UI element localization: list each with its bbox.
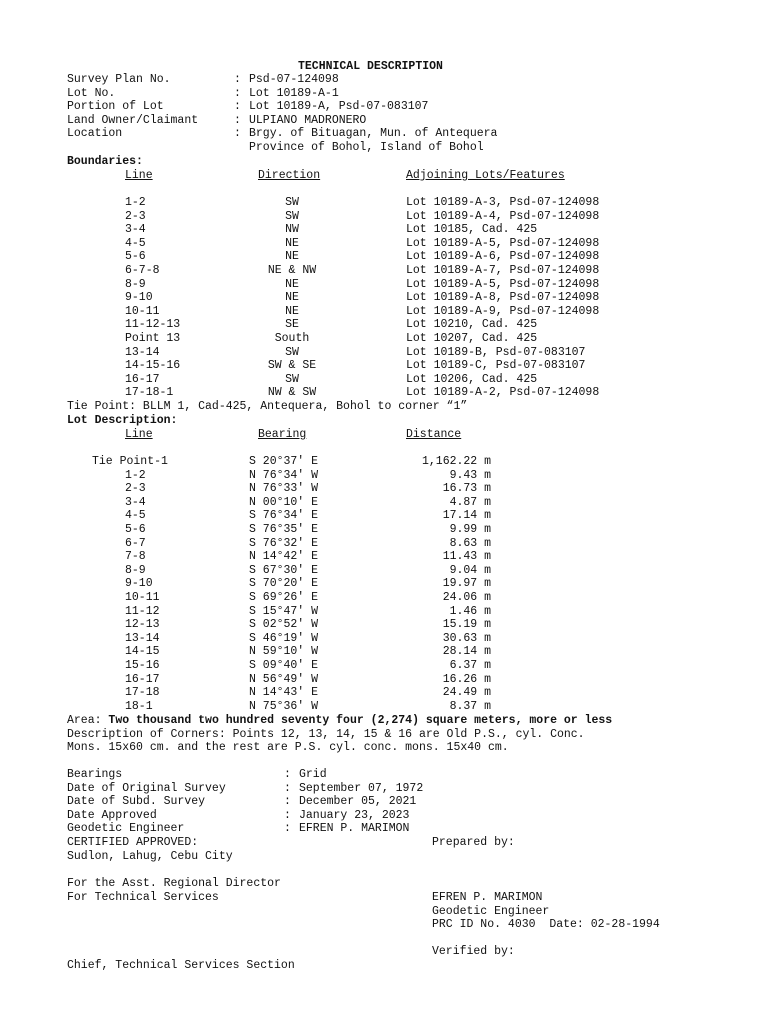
lot-row-line: 4-5	[125, 509, 146, 523]
survey-field-colon: :	[284, 822, 291, 836]
lot-row-bearing: S 69°26' E	[249, 591, 319, 604]
area-value: Two thousand two hundred seventy four (2,274) square meters, more or less	[108, 714, 613, 727]
boundary-adjoining: Lot 10189-C, Psd-07-083107	[406, 359, 586, 373]
survey-field-colon: :	[284, 795, 291, 809]
boundary-adjoining: Lot 10189-A-5, Psd-07-124098	[406, 277, 600, 291]
lot-row-bearing: S 70°20' E	[249, 577, 319, 591]
lot-row-line: 3-4	[125, 495, 146, 509]
document-title: TECHNICAL DESCRIPTION	[298, 60, 443, 73]
lot-row-distance: 9.04 m	[449, 563, 491, 577]
engineer-title: Geodetic Engineer	[432, 905, 550, 918]
lot-row-distance: 16.26 m	[442, 672, 491, 686]
lot-row-bearing: S 46°19' W	[249, 631, 319, 645]
lot-row-bearing: N 59°10' W	[249, 645, 319, 659]
lot-row-line: 2-3	[125, 482, 146, 496]
verified-by-label: Verified by:	[432, 945, 515, 958]
boundary-direction: South	[274, 332, 310, 345]
boundaries-col-direction: Direction	[258, 169, 321, 182]
lot-row-distance: 17.14 m	[442, 509, 491, 523]
lot-row-line: 9-10	[125, 577, 153, 591]
header-field-label: Portion of Lot	[67, 100, 164, 114]
lot-row-distance: 6.37 m	[449, 659, 491, 672]
header-field-colon: :	[234, 86, 241, 100]
boundary-line: 4-5	[125, 236, 146, 250]
boundary-adjoining: Lot 10189-A-4, Psd-07-124098	[406, 209, 600, 223]
boundary-line: 11-12-13	[125, 318, 181, 332]
lot-row-bearing: S 67°30' E	[249, 563, 319, 577]
boundary-adjoining: Lot 10189-A-5, Psd-07-124098	[406, 236, 600, 250]
boundary-line: 16-17	[125, 372, 160, 386]
boundary-line: 13-14	[125, 345, 160, 359]
header-field-label: Location	[67, 127, 123, 141]
lot-row-line: 14-15	[125, 645, 160, 659]
certified-approved-label: CERTIFIED APPROVED:	[67, 836, 199, 849]
header-field-colon: :	[234, 73, 241, 86]
lot-row-line: 13-14	[125, 631, 160, 645]
lot-row-line: 1-2	[125, 468, 146, 482]
boundary-adjoining: Lot 10189-A-6, Psd-07-124098	[406, 250, 600, 264]
header-field-label: Lot No.	[67, 86, 116, 100]
boundary-adjoining: Lot 10206, Cad. 425	[406, 372, 538, 386]
office-address: Sudlon, Lahug, Cebu City	[67, 850, 233, 863]
boundary-direction: NE	[285, 236, 299, 250]
lot-col-line: Line	[125, 428, 153, 441]
area-label: Area:	[67, 714, 109, 727]
boundary-line: 17-18-1	[125, 386, 174, 400]
header-field-value: Lot 10189-A-1	[249, 86, 339, 100]
lot-row-distance: 8.37 m	[449, 699, 491, 713]
boundary-line: 8-9	[125, 277, 146, 291]
boundary-line: 6-7-8	[125, 264, 160, 277]
lot-row-bearing: N 75°36' W	[249, 699, 319, 713]
lot-row-line: 18-1	[125, 699, 153, 713]
lot-row-line: Tie Point-1	[92, 455, 168, 468]
lot-row-bearing: S 76°35' E	[249, 523, 319, 536]
lot-row-bearing: N 00°10' E	[249, 495, 319, 509]
boundary-line: Point 13	[125, 332, 181, 345]
lot-row-distance: 1.46 m	[449, 604, 491, 618]
lot-row-line: 11-12	[125, 604, 160, 618]
header-field-value: Lot 10189-A, Psd-07-083107	[249, 100, 429, 114]
lot-row-distance: 11.43 m	[442, 550, 491, 564]
boundary-line: 1-2	[125, 196, 146, 209]
boundary-direction: NE & NW	[267, 264, 317, 277]
lot-row-distance: 8.63 m	[449, 536, 491, 550]
tie-point-text: Tie Point: BLLM 1, Cad-425, Antequera, Bohol to corner “1”	[67, 400, 468, 413]
area-line	[67, 714, 612, 727]
boundary-direction: NE	[285, 291, 299, 305]
corners-description-line-2: Mons. 15x60 cm. and the rest are P.S. cyl. conc. mons. 15x40 cm.	[67, 741, 509, 754]
survey-field-colon: :	[284, 808, 291, 822]
boundary-direction: NW & SW	[267, 386, 317, 400]
boundary-adjoining: Lot 10189-A-8, Psd-07-124098	[406, 291, 600, 305]
boundary-line: 3-4	[125, 223, 146, 237]
lot-row-distance: 4.87 m	[449, 495, 491, 509]
boundaries-col-line: Line	[125, 169, 153, 182]
prc-id-line: PRC ID No. 4030 Date: 02-28-1994	[432, 918, 660, 931]
lot-row-line: 15-16	[125, 659, 160, 672]
lot-row-line: 8-9	[125, 563, 146, 577]
survey-field-value: Grid	[299, 768, 327, 781]
lot-row-distance: 24.49 m	[442, 686, 491, 700]
survey-field-value: January 23, 2023	[299, 808, 410, 822]
engineer-name: EFREN P. MARIMON	[432, 891, 543, 904]
lot-row-line: 7-8	[125, 550, 146, 564]
lot-row-line: 16-17	[125, 672, 160, 686]
boundary-adjoining: Lot 10207, Cad. 425	[406, 332, 538, 345]
asst-director-line-2: For Technical Services	[67, 891, 219, 904]
lot-row-line: 17-18	[125, 686, 160, 700]
prepared-by-label: Prepared by:	[432, 836, 515, 849]
boundary-direction: NE	[285, 250, 299, 264]
boundary-adjoining: Lot 10185, Cad. 425	[406, 223, 538, 237]
corners-description-line-1: Description of Corners: Points 12, 13, 14, 15 & 16 are Old P.S., cyl. Conc.	[67, 728, 585, 741]
survey-field-colon: :	[284, 768, 291, 781]
survey-field-value: December 05, 2021	[299, 795, 417, 809]
boundary-direction: SE	[285, 318, 299, 332]
lot-row-bearing: N 14°42' E	[249, 550, 319, 564]
boundary-direction: NE	[285, 277, 299, 291]
header-field-label: Land Owner/Claimant	[67, 113, 199, 127]
boundary-direction: SW	[285, 372, 299, 386]
boundary-adjoining: Lot 10189-A-2, Psd-07-124098	[406, 386, 600, 400]
lot-row-bearing: S 20°37' E	[249, 455, 319, 468]
lot-row-bearing: S 76°34' E	[249, 509, 319, 523]
lot-row-bearing: S 15°47' W	[249, 604, 319, 618]
lot-col-bearing: Bearing	[258, 428, 307, 441]
lot-row-distance: 1,162.22 m	[421, 455, 491, 468]
boundary-direction: SW & SE	[267, 359, 317, 373]
boundary-adjoining: Lot 10210, Cad. 425	[406, 318, 538, 332]
lot-row-distance: 9.43 m	[449, 468, 491, 482]
boundary-line: 10-11	[125, 304, 160, 318]
lot-row-line: 10-11	[125, 591, 160, 604]
survey-field-label: Geodetic Engineer	[67, 822, 185, 836]
lot-row-distance: 16.73 m	[442, 482, 491, 496]
survey-field-label: Date of Original Survey	[67, 781, 226, 795]
lot-row-bearing: N 14°43' E	[249, 686, 319, 700]
lot-row-line: 12-13	[125, 618, 160, 632]
boundary-direction: NE	[285, 304, 299, 318]
lot-row-bearing: S 02°52' W	[249, 618, 319, 632]
boundary-adjoining: Lot 10189-A-7, Psd-07-124098	[406, 264, 600, 277]
header-field-value: ULPIANO MADRONERO	[249, 113, 367, 127]
header-field-label: Survey Plan No.	[67, 73, 171, 86]
lot-row-distance: 30.63 m	[442, 631, 491, 645]
chief-technical-services: Chief, Technical Services Section	[67, 959, 295, 972]
header-field-colon: :	[234, 100, 241, 114]
lot-col-distance: Distance	[406, 428, 462, 441]
boundary-line: 2-3	[125, 209, 146, 223]
lot-description-heading: Lot Description:	[67, 414, 178, 427]
boundary-line: 14-15-16	[125, 359, 181, 373]
boundary-direction: SW	[285, 196, 299, 209]
boundary-adjoining: Lot 10189-A-3, Psd-07-124098	[406, 196, 600, 209]
boundary-direction: SW	[285, 209, 299, 223]
header-field-colon: :	[234, 113, 241, 127]
asst-director-line-1: For the Asst. Regional Director	[67, 877, 281, 890]
lot-row-distance: 24.06 m	[442, 591, 491, 604]
lot-row-distance: 19.97 m	[442, 577, 491, 591]
lot-row-line: 5-6	[125, 523, 146, 536]
lot-row-bearing: N 76°33' W	[249, 482, 319, 496]
boundaries-heading: Boundaries:	[67, 155, 143, 168]
lot-row-bearing: S 76°32' E	[249, 536, 319, 550]
boundary-adjoining: Lot 10189-A-9, Psd-07-124098	[406, 304, 600, 318]
lot-row-line: 6-7	[125, 536, 146, 550]
header-field-value: Brgy. of Bituagan, Mun. of Antequera	[249, 127, 498, 141]
boundary-line: 5-6	[125, 250, 146, 264]
survey-field-label: Bearings	[67, 768, 123, 781]
lot-row-bearing: N 56°49' W	[249, 672, 319, 686]
lot-row-distance: 9.99 m	[449, 523, 491, 536]
survey-field-value: September 07, 1972	[299, 781, 424, 795]
survey-field-value: EFREN P. MARIMON	[299, 822, 410, 836]
survey-field-colon: :	[284, 781, 291, 795]
boundaries-col-adjoining: Adjoining Lots/Features	[406, 169, 565, 182]
survey-field-label: Date Approved	[67, 808, 157, 822]
header-field-value: Psd-07-124098	[249, 73, 339, 86]
survey-field-label: Date of Subd. Survey	[67, 795, 206, 809]
lot-row-distance: 28.14 m	[442, 645, 491, 659]
boundary-direction: NW	[285, 223, 299, 237]
boundary-direction: SW	[285, 345, 299, 359]
header-field-colon: :	[234, 127, 241, 141]
boundary-line: 9-10	[125, 291, 153, 305]
boundary-adjoining: Lot 10189-B, Psd-07-083107	[406, 345, 586, 359]
lot-row-bearing: S 09°40' E	[249, 659, 319, 672]
lot-row-distance: 15.19 m	[442, 618, 491, 632]
lot-row-bearing: N 76°34' W	[249, 468, 319, 482]
location-line-2: Province of Bohol, Island of Bohol	[249, 141, 484, 154]
